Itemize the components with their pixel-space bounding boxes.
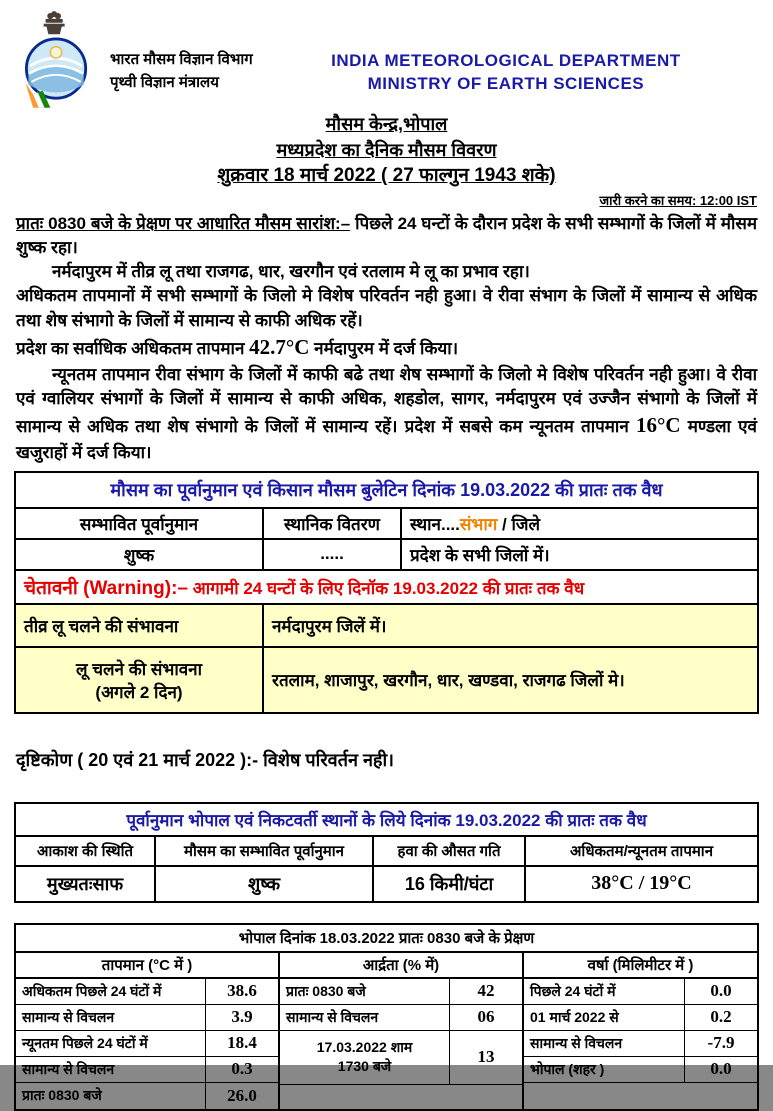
warning-row-heatwave <box>15 647 758 713</box>
dept-english-line2: MINISTRY OF EARTH SCIENCES <box>367 73 645 93</box>
rainfall-row: सामान्य से विचलन -7.9 <box>524 1031 757 1057</box>
rainfall-row: पिछले 24 घंटों में 0.0 <box>524 979 757 1005</box>
dept-hindi-line1: भारत मौसम विज्ञान विभाग <box>110 51 253 68</box>
place-value: प्रदेश के सभी जिलों में। <box>401 539 758 570</box>
imd-logo-icon <box>14 8 100 112</box>
summary-paragraph-2: नर्मदापुरम में तीव्र लू तथा राजगढ, धार, खरगौन एवं रतलाम मे लू का प्रभाव रहा। <box>52 262 530 282</box>
rainfall-row: 01 मार्च 2022 से 0.2 <box>524 1005 757 1031</box>
observations-table <box>14 923 759 1111</box>
col-header-place: स्थान....संभाग / जिले <box>401 508 758 539</box>
rainfall-row: भोपाल (शहर ) 0.0 <box>524 1057 757 1083</box>
temperature-group <box>16 953 278 1109</box>
warning-label-2: लू चलने की संभावना (अगले 2 दिन) <box>15 647 263 713</box>
ashoka-emblem-icon <box>44 11 65 34</box>
header <box>14 8 759 112</box>
humidity-row-evening: 17.03.2022 शाम 1730 बजे 13 <box>280 1031 522 1085</box>
col-sky-condition: आकाश की स्थिति <box>15 836 155 866</box>
col-header-forecast: सम्भावित पूर्वानुमान <box>15 508 263 539</box>
bhopal-forecast-header-row <box>15 836 758 866</box>
sky-condition-value: मुख्यतःसाफ <box>15 866 155 902</box>
dept-english-line1: INDIA METEOROLOGICAL DEPARTMENT <box>331 51 681 70</box>
bhopal-forecast-title-row <box>15 803 758 836</box>
summary-paragraph-5: न्यूनतम तापमान रीवा संभाग के जिलों में काफी बढे तथा शेष सम्भागों के जिलो मे विशेष परिवर्तन नही हुआ। वे रीवा एवं ग्वालियर संभागों के जिलों में सामान्य से काफी अधिक, शहडोल, सागर, नर्मदापुरम एवं उज्जैन संभागो के जिलों में सामान्य से अधिक तथा शेष संभागो के जिलों में सामान्य रहें। प्रदेश में सबसे कम न्यूनतम तापमान 16°C मण्डला एवं खजुराहों में दर्ज किया। <box>16 364 757 462</box>
forecast-value-row <box>15 539 758 570</box>
temperature-row: न्यूनतम पिछले 24 घंटों में 18.4 <box>16 1031 278 1057</box>
col-header-distribution: स्थानिक वितरण <box>263 508 401 539</box>
humidity-group <box>278 953 522 1109</box>
rainfall-header: वर्षा (मिलिमीटर में ) <box>524 953 757 979</box>
bhopal-forecast-table <box>14 802 759 903</box>
warning-title-row <box>15 570 758 604</box>
max-temp-value: 42.7°C <box>249 334 310 359</box>
min-temp-value: 16°C <box>635 412 681 437</box>
warning-row-severe-heatwave <box>15 604 758 647</box>
summary-paragraph-3: अधिकतम तापमानों में सभी सम्भागों के जिलो मे विशेष परिवर्तन नही हुआ। वे रीवा संभाग के जिलों में सामान्य से अधिक तथा शेष संभागो के जिलों में सामान्य से काफी अधिक रहें। <box>16 286 757 330</box>
forecast-title-row <box>15 472 758 508</box>
summary-lead: प्रातः 0830 बजे के प्रेक्षण पर आधारित मौसम सारांश:– <box>16 214 351 234</box>
bulletin-title: मध्यप्रदेश का दैनिक मौसम विवरण <box>276 139 497 160</box>
summary-paragraph-1: प्रातः 0830 बजे के प्रेक्षण पर आधारित मौसम सारांश:– पिछले 24 घन्टों के दौरान प्रदेश के सभी सम्भागों के जिलों में मौसम शुष्क रहा। <box>16 214 758 258</box>
humidity-header: आर्द्रता (% में) <box>280 953 522 979</box>
warning-title: चेतावनी (Warning):– आगामी 24 घन्टों के लिए दिनॉक 19.03.2022 की प्रातः तक वैध <box>15 570 758 604</box>
outlook-line: दृष्टिकोण ( 20 एवं 21 मार्च 2022 ):- विशेष परिवर्तन नही। <box>16 749 394 770</box>
temperature-header: तापमान (°C में ) <box>16 953 278 979</box>
rainfall-group <box>522 953 757 1109</box>
distribution-value: ..... <box>263 539 401 570</box>
place-highlight: संभाग <box>459 514 498 534</box>
warning-value-2: रतलाम, शाजापुर, खरगौन, धार, खण्डवा, राजगढ जिलों मे। <box>263 647 758 713</box>
max-min-temp-value: 38°C / 19°C <box>525 866 758 902</box>
bhopal-forecast-value-row <box>15 866 758 902</box>
summary-paragraph-4: प्रदेश का सर्वाधिक अधिकतम तापमान 42.7°C नर्मदापुरम में दर्ज किया। <box>16 334 459 359</box>
temperature-row: अधिकतम पिछले 24 घंटों में 38.6 <box>16 979 278 1005</box>
department-name-hindi <box>110 48 253 95</box>
humidity-row: सामान्य से विचलन 06 <box>280 1005 522 1031</box>
forecast-value: शुष्क <box>15 539 263 570</box>
temperature-row: सामान्य से विचलन 0.3 <box>16 1057 278 1083</box>
bulletin-date: शुक्रवार 18 मार्च 2022 ( 27 फाल्गुन 1943 शके) <box>217 165 556 187</box>
office-name: मौसम केन्द्र,भोपाल <box>325 114 448 134</box>
humidity-row: प्रातः 0830 बजे 42 <box>280 979 522 1005</box>
observations-title: भोपाल दिनांक 18.03.2022 प्रातः 0830 बजे के प्रेक्षण <box>16 925 757 953</box>
forecast-table <box>14 471 759 714</box>
likely-forecast-value: शुष्क <box>155 866 373 902</box>
bhopal-forecast-title: पूर्वानुमान भोपाल एवं निकटवर्ती स्थानों के लिये दिनांक 19.03.2022 की प्रातः तक वैध <box>15 803 758 836</box>
temperature-row: सामान्य से विचलन 3.9 <box>16 1005 278 1031</box>
forecast-header-row <box>15 508 758 539</box>
wind-speed-value: 16 किमी/घंटा <box>373 866 525 902</box>
col-max-min-temp: अधिकतम/न्यूनतम तापमान <box>525 836 758 866</box>
temperature-row: प्रातः 0830 बजे 26.0 <box>16 1083 278 1109</box>
issue-time: जारी करने का समय: 12:00 IST <box>599 193 757 209</box>
department-name-english <box>253 50 759 96</box>
warning-value-1: नर्मदापुरम जिलें में। <box>263 604 758 647</box>
col-wind-speed: हवा की औसत गति <box>373 836 525 866</box>
col-likely-forecast: मौसम का सम्भावित पूर्वानुमान <box>155 836 373 866</box>
warning-label-1: तीव्र लू चलने की संभावना <box>15 604 263 647</box>
forecast-table-title: मौसम का पूर्वानुमान एवं किसान मौसम बुलेटिन दिनांक 19.03.2022 की प्रातः तक वैध <box>15 472 758 508</box>
dept-hindi-line2: पृथ्वी विज्ञान मंत्रालय <box>110 74 219 92</box>
